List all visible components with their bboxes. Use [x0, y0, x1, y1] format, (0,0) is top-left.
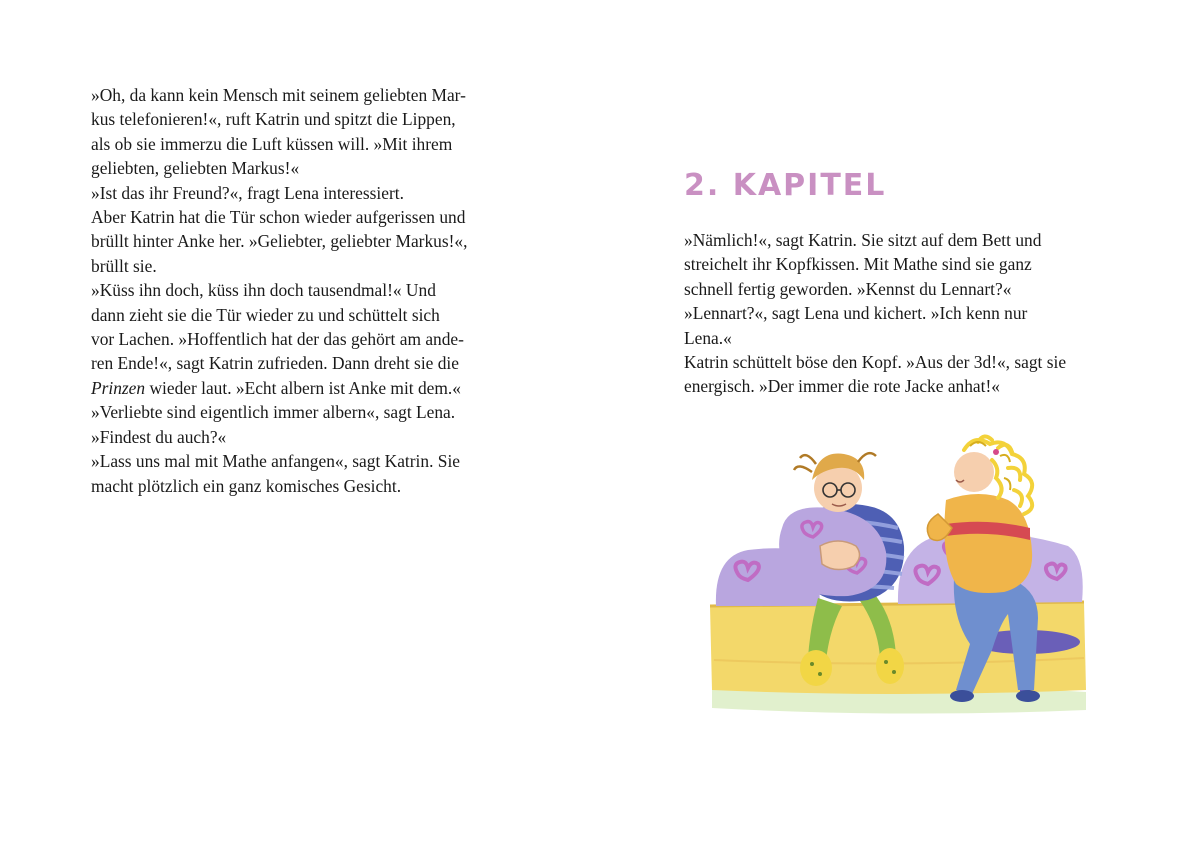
text-line: Aber Katrin hat die Tür schon wieder aufgerissen und — [91, 207, 466, 228]
text-line: schnell fertig geworden. »Kennst du Lennart?« — [684, 278, 1012, 299]
text-line: »Lennart?«, sagt Lena und kichert. »Ich kenn nur — [684, 303, 1028, 324]
chapter-heading: 2. KAPITEL — [684, 168, 887, 203]
right-girl-torso — [944, 494, 1032, 593]
text-line: Katrin schüttelt böse den Kopf. »Aus der 3d!«, sagt sie — [684, 352, 1067, 373]
text-line: als ob sie immerzu die Luft küssen will. »Mit ihrem — [91, 133, 453, 154]
text-line: »Küss ihn doch, küss ihn doch tausendmal!« Und — [91, 280, 436, 301]
two-girls-illustration — [708, 428, 1088, 718]
text-line: »Verliebte sind eigentlich immer albern«, sagt Lena. — [91, 402, 456, 423]
text-line: vor Lachen. »Hoffentlich hat der das gehört am ande- — [91, 329, 464, 350]
text-line: »Ist das ihr Freund?«, fragt Lena interessiert. — [91, 182, 404, 203]
text-line: brüllt sie. — [91, 255, 157, 276]
text-line: »Oh, da kann kein Mensch mit seinem geliebten Mar- — [91, 85, 466, 105]
text-line: streichelt ihr Kopfkissen. Mit Mathe sind sie ganz — [684, 254, 1032, 275]
left-page-text — [91, 83, 521, 498]
right-page-text — [684, 228, 1114, 399]
text-line: »Nämlich!«, sagt Katrin. Sie sitzt auf dem Bett und — [684, 230, 1042, 250]
italic-title: Prinzen — [91, 377, 146, 398]
right-girl-head — [954, 452, 994, 492]
text-line: macht plötzlich ein ganz komisches Gesicht. — [91, 475, 402, 496]
text-line: geliebten, geliebten Markus!« — [91, 158, 300, 179]
right-page — [600, 0, 1200, 844]
text-line: energisch. »Der immer die rote Jacke anhat!« — [684, 376, 1000, 397]
left-girl-hands — [820, 541, 860, 570]
left-girl-shoe-left — [800, 650, 832, 686]
text-line: kus telefonieren!«, ruft Katrin und spitzt die Lippen, — [91, 109, 456, 130]
text-line: ren Ende!«, sagt Katrin zufrieden. Dann dreht sie die — [91, 353, 459, 374]
left-girl-shoe-right — [876, 648, 904, 684]
text-line: brüllt hinter Anke her. »Geliebter, geliebter Markus!«, — [91, 231, 468, 252]
text-line: »Findest du auch?« — [91, 426, 227, 447]
text-line-rest: wieder laut. »Echt albern ist Anke mit dem.« — [145, 377, 461, 398]
text-line: dann zieht sie die Tür wieder zu und schüttelt sich — [91, 304, 440, 325]
text-line: »Lass uns mal mit Mathe anfangen«, sagt Katrin. Sie — [91, 451, 460, 472]
text-line — [91, 376, 521, 400]
text-line: Lena.« — [684, 327, 732, 348]
